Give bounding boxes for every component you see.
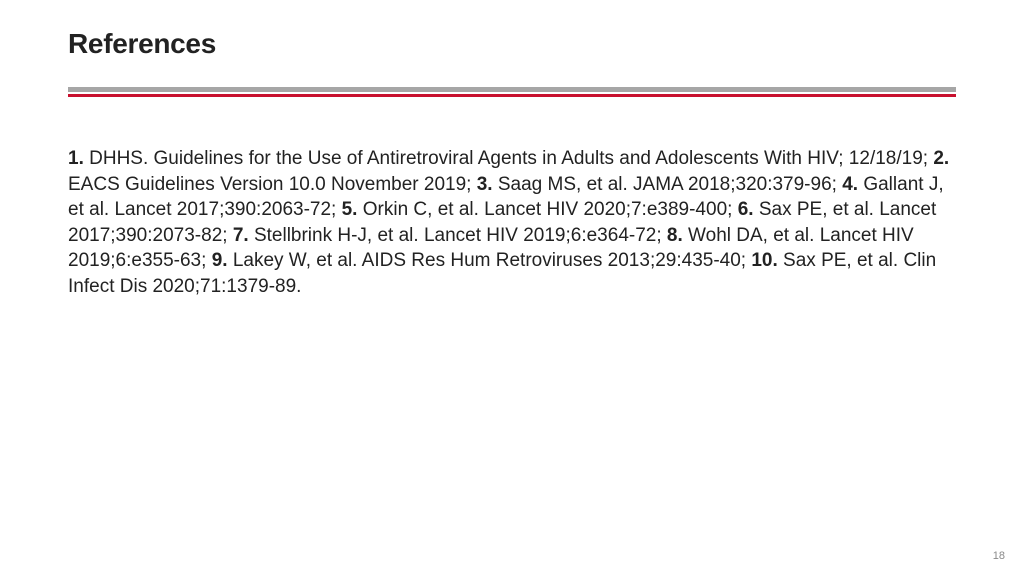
reference-number: 10. <box>751 250 778 271</box>
reference-text: DHHS. Guidelines for the Use of Antiretroviral Agents in Adults and Adolescents With HIV; 12/18/19; <box>83 148 934 169</box>
reference-text: Gallant J, et al. Lancet 2017;390:2063-72; <box>68 173 944 220</box>
reference-number: 9. <box>211 250 228 271</box>
page-title: References <box>68 28 216 59</box>
references-list <box>68 146 958 299</box>
reference-text: Lakey W, et al. AIDS Res Hum Retroviruses 2013;29:435-40; <box>227 250 752 271</box>
header-divider-red <box>68 94 956 97</box>
reference-number: 2. <box>933 148 950 169</box>
page-number: 18 <box>992 550 1005 562</box>
reference-number: 5. <box>341 199 358 220</box>
reference-text: Wohl DA, et al. Lancet HIV 2019;6:e355-63; <box>68 224 914 271</box>
reference-text: Sax PE, et al. Clin Infect Dis 2020;71:1379-89. <box>68 250 937 297</box>
reference-number: 1. <box>68 148 84 169</box>
reference-text: Sax PE, et al. Lancet 2017;390:2073-82; <box>68 199 937 246</box>
reference-text: Orkin C, et al. Lancet HIV 2020;7:e389-400; <box>357 199 738 220</box>
header-divider-gray <box>68 87 956 92</box>
reference-text: Stellbrink H-J, et al. Lancet HIV 2019;6:e364-72; <box>248 224 667 246</box>
reference-number: 6. <box>737 199 754 220</box>
reference-number: 3. <box>476 173 493 195</box>
reference-text: Saag MS, et al. JAMA 2018;320:379-96; <box>492 173 843 195</box>
reference-number: 8. <box>666 224 683 246</box>
reference-number: 7. <box>232 224 249 246</box>
reference-number: 4. <box>842 173 859 195</box>
reference-text: EACS Guidelines Version 10.0 November 2019; <box>68 173 477 195</box>
